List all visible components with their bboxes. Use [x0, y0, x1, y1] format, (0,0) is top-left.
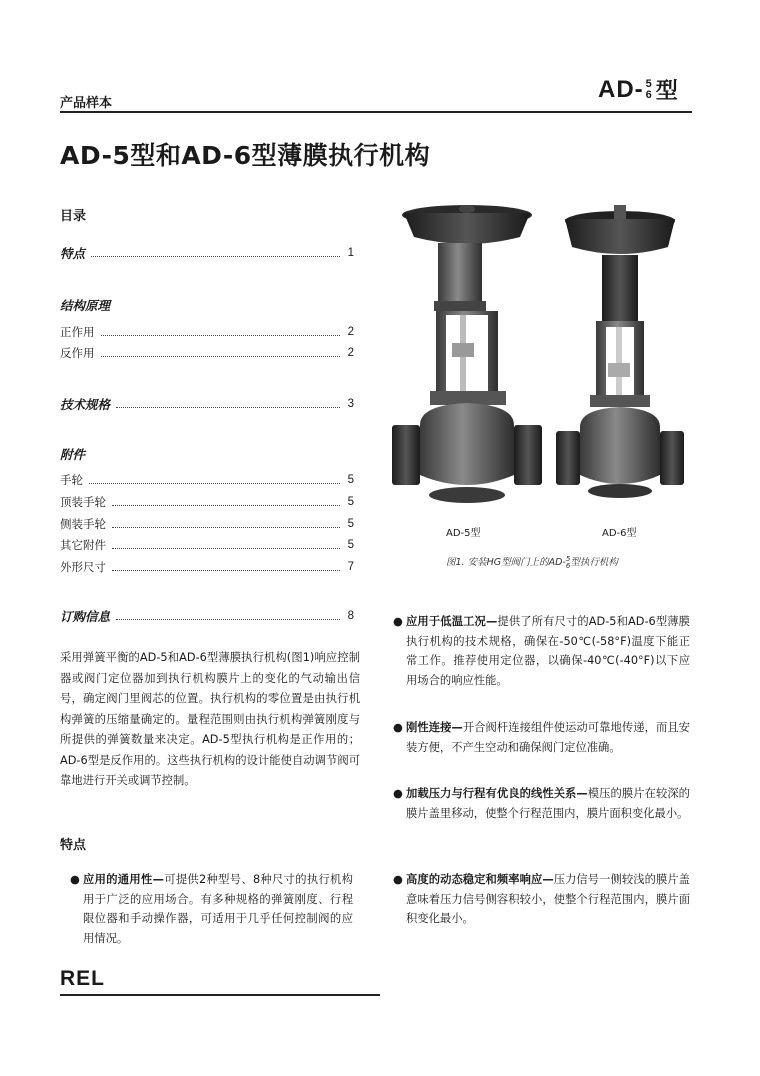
feature-item [393, 718, 690, 757]
feature-text: 提供了所有尺寸的AD-5和AD-6型薄膜执行机构的技术规格，确保在-50℃(-58°F)温度下能正常工作。推荐使用定位器，以确保-40℃(-40°F)以下应用场合的响应性能。 [406, 615, 690, 687]
feature-item [393, 784, 690, 823]
actuator-photo [390, 195, 690, 515]
photo-label-ad5: AD-5型 [446, 528, 481, 539]
model-suffix: 型 [655, 79, 678, 104]
feature-item [393, 870, 690, 929]
caption-part-a: 图1. 安装HG型阀门上的AD- [446, 557, 566, 568]
feature-text: 可提供2种型号、8种尺寸的执行机构用于广泛的应用场合。有多种规格的弹簧刚度、行程限位器和手动操作器，可适用于几乎任何控制阀的应用情况。 [83, 873, 353, 945]
toc-entry-specs[interactable] [60, 396, 354, 412]
model-bottom: 6 [645, 88, 652, 101]
company-logo: REL [60, 967, 105, 990]
feature-text: 模压的膜片在较深的膜片盖里移动，使整个行程范围内，膜片面积变化最小。 [406, 787, 690, 820]
feature-lead: 应用的通用性— [83, 873, 164, 886]
feature-item [393, 612, 690, 690]
caption-bottom: 6 [565, 561, 571, 570]
toc-entry-label: 侧装手轮 [60, 517, 106, 531]
toc-page-number: 3 [347, 398, 354, 410]
toc-entry-side-handwheel[interactable] [60, 516, 354, 532]
toc-entry-direct-action[interactable] [60, 324, 354, 340]
model-prefix: AD- [598, 75, 644, 103]
intro-paragraph: 采用弹簧平衡的AD-5和AD-6型薄膜执行机构(图1)响应控制器或阀门定位器加到执行机构膜片上的变化的气动输出信号，确定阀门里阀芯的位置。执行机构的零位置是由执行机构弹簧的压缩量确定的。量程范围则由执行机构弹簧刚度与所提供的弹簧数量来决定。AD-5型执行机构是正作用的；AD-6型是反作用的。这些执行机构的设计能使自动调节阀可靠地进行开关或调节控制。 [60, 651, 360, 787]
ad6-actuator [556, 205, 684, 498]
toc-leader [112, 563, 340, 571]
bullet-icon: ● [393, 615, 403, 628]
caption-top: 5 [565, 554, 571, 563]
features-heading: 特点 [60, 838, 87, 853]
toc-entry-label: 正作用 [60, 325, 95, 339]
toc-entry-handwheel[interactable] [60, 472, 354, 488]
toc-leader [116, 400, 340, 408]
toc-entry-label: 技术规格 [60, 397, 111, 412]
feature-lead: 应用于低温工况— [406, 615, 498, 628]
toc-entry-other-accessories[interactable] [60, 537, 354, 553]
toc-entry-label: 外形尺寸 [60, 560, 106, 574]
toc-entry-label: 反作用 [60, 346, 95, 360]
toc-entry-label: 特点 [60, 246, 86, 261]
bullet-icon: ● [393, 787, 403, 800]
bullet-icon: ● [393, 873, 403, 886]
model-top: 5 [645, 77, 652, 90]
toc-leader [112, 541, 340, 549]
feature-lead: 刚性连接— [406, 721, 463, 734]
toc-entry-reverse-action[interactable] [60, 345, 354, 361]
toc-heading: 目录 [60, 209, 87, 224]
toc-entry-top-handwheel[interactable] [60, 494, 354, 510]
feature-lead: 加载压力与行程有优良的线性关系— [406, 787, 588, 800]
catalog-label: 产品样本 [60, 96, 113, 111]
model-tag [598, 74, 678, 105]
model-fraction [646, 79, 652, 101]
toc-leader [101, 328, 341, 336]
toc-entry-label: 订购信息 [60, 609, 111, 624]
toc-page-number: 5 [347, 518, 354, 530]
toc-page-number: 2 [347, 347, 354, 359]
feature-text: 开合阀杆连接组件使运动可靠地传递，而且安装方便，不产生空动和确保阀门定位准确。 [406, 721, 690, 754]
toc-leader [101, 349, 341, 357]
toc-page-number: 2 [347, 326, 354, 338]
toc-leader [112, 498, 340, 506]
feature-lead: 高度的动态稳定和频率响应— [406, 873, 554, 886]
toc-leader [91, 249, 340, 257]
document-title: AD-5型和AD-6型薄膜执行机构 [60, 141, 431, 170]
toc-entry-ordering[interactable] [60, 608, 354, 624]
toc-page-number: 1 [347, 247, 354, 259]
toc-page-number: 5 [347, 474, 354, 486]
toc-page-number: 5 [347, 539, 354, 551]
bullet-icon: ● [393, 721, 403, 734]
toc-leader [116, 612, 340, 620]
toc-entry-label: 顶装手轮 [60, 495, 106, 509]
feature-text: 压力信号一侧较浅的膜片盖意味着压力信号侧容积较小，使整个行程范围内，膜片面积变化最小。 [406, 873, 690, 925]
toc-entry-label: 手轮 [60, 473, 83, 487]
toc-page-number: 8 [347, 610, 354, 622]
footer-rule [60, 994, 380, 996]
toc-section-structure: 结构原理 [60, 298, 111, 313]
toc-entry-features[interactable] [60, 245, 354, 261]
photo-label-ad6: AD-6型 [602, 528, 637, 539]
ad5-actuator [392, 205, 542, 503]
bullet-icon: ● [70, 873, 80, 886]
toc-entry-label: 其它附件 [60, 538, 106, 552]
toc-page-number: 5 [347, 496, 354, 508]
toc-entry-dimensions[interactable] [60, 559, 354, 575]
toc-section-accessories: 附件 [60, 447, 86, 462]
feature-item [70, 870, 353, 948]
toc-leader [89, 476, 340, 484]
header-rule [60, 111, 692, 113]
caption-part-b: 型执行机构 [570, 557, 618, 568]
toc-leader [112, 520, 340, 528]
toc-page-number: 7 [347, 561, 354, 573]
figure-caption [446, 554, 618, 570]
